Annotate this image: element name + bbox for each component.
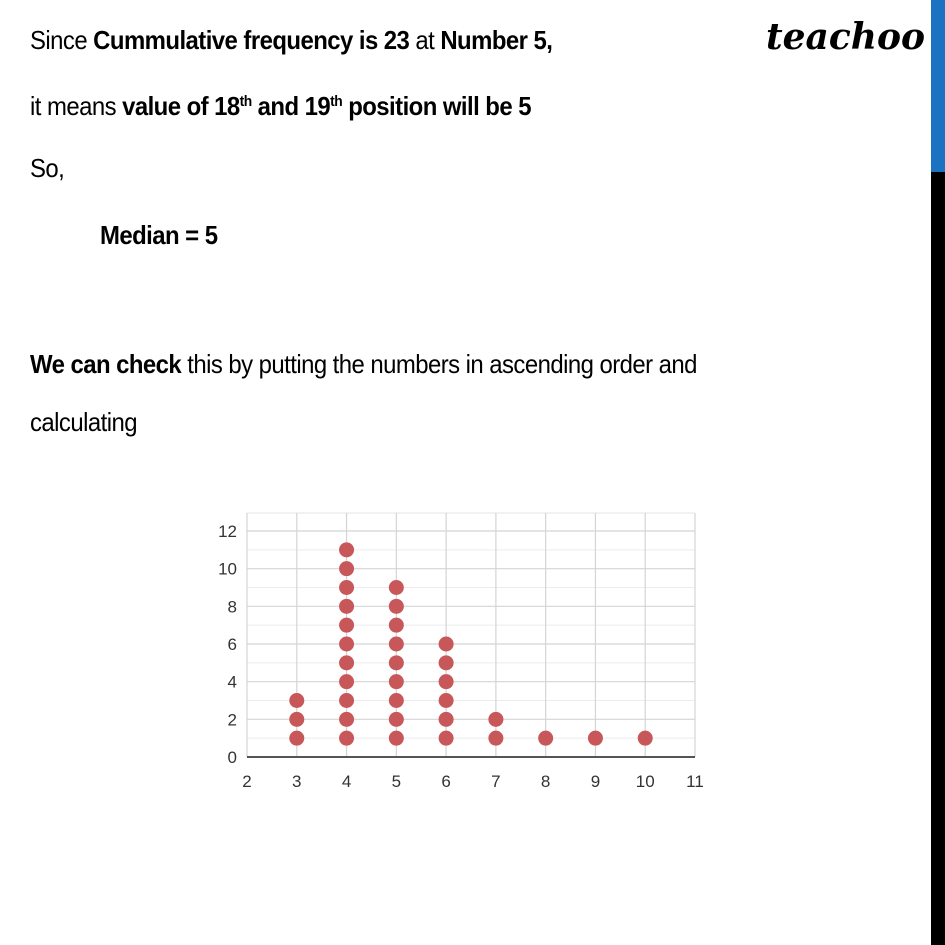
bold-text: Cummulative frequency is 23 xyxy=(93,25,410,55)
data-dot xyxy=(289,693,304,708)
x-tick-label: 3 xyxy=(292,772,302,791)
data-dot xyxy=(439,637,454,652)
median-result xyxy=(100,219,217,251)
data-dot xyxy=(289,731,304,746)
data-dot xyxy=(389,674,404,689)
data-dot xyxy=(439,655,454,670)
x-tick-label: 7 xyxy=(491,772,501,791)
data-dot xyxy=(488,731,503,746)
text-span: it means xyxy=(30,91,123,121)
bold-text: We can check xyxy=(30,349,182,379)
data-dot xyxy=(389,580,404,595)
y-tick-label: 8 xyxy=(227,597,237,617)
x-tick-label: 9 xyxy=(590,772,601,791)
x-tick-label: 5 xyxy=(391,772,402,791)
bold-text: Median = 5 xyxy=(100,220,218,250)
text-line-cumulative-frequency xyxy=(30,24,552,56)
x-tick-label: 8 xyxy=(540,772,551,791)
data-dot xyxy=(439,731,454,746)
y-tick-label: 6 xyxy=(227,635,237,654)
data-dot xyxy=(488,712,503,727)
y-tick-label: 12 xyxy=(218,522,237,541)
data-dot xyxy=(588,731,603,746)
bold-text: Number 5, xyxy=(440,25,553,55)
superscript: th xyxy=(239,93,252,110)
data-dot xyxy=(339,637,354,652)
data-dot xyxy=(389,712,404,727)
y-tick-label: 2 xyxy=(227,710,237,730)
x-tick-label: 11 xyxy=(686,772,704,791)
data-dot xyxy=(389,618,404,633)
data-dot xyxy=(439,712,454,727)
x-tick-label: 10 xyxy=(635,772,655,791)
data-dot xyxy=(389,731,404,746)
text-span: Since xyxy=(30,25,94,55)
bold-text: and 19 xyxy=(251,91,331,121)
scrollbar-thumb[interactable] xyxy=(931,0,945,172)
data-dot xyxy=(339,561,354,576)
data-dot xyxy=(289,712,304,727)
data-dot xyxy=(538,731,553,746)
text-line-calculating: calculating xyxy=(30,407,137,437)
data-dot xyxy=(339,693,354,708)
x-tick-label: 4 xyxy=(341,772,352,791)
data-dot xyxy=(389,599,404,614)
data-dot xyxy=(439,674,454,689)
data-dot xyxy=(439,693,454,708)
data-dot xyxy=(339,712,354,727)
data-dot xyxy=(339,674,354,689)
scrollbar[interactable] xyxy=(931,0,945,945)
data-dot xyxy=(339,580,354,595)
data-dot xyxy=(339,655,354,670)
data-dot xyxy=(339,731,354,746)
text-line-so: So, xyxy=(30,153,65,183)
data-dot xyxy=(339,542,354,557)
data-dot xyxy=(389,655,404,670)
x-tick-label: 6 xyxy=(441,772,451,791)
x-tick-label: 2 xyxy=(242,772,252,791)
teachoo-logo: teachoo xyxy=(766,16,925,58)
bold-text: position will be 5 xyxy=(342,91,531,121)
superscript: th xyxy=(330,93,343,110)
text-span: at xyxy=(409,25,441,55)
data-dot xyxy=(389,637,404,652)
bold-text: value of 18 xyxy=(122,91,240,121)
data-dot xyxy=(638,731,653,746)
data-dot xyxy=(389,693,404,708)
data-dot xyxy=(339,599,354,614)
data-dot xyxy=(339,618,354,633)
text-line-check xyxy=(30,348,697,380)
y-tick-label: 4 xyxy=(227,672,237,692)
y-tick-label: 0 xyxy=(227,748,237,767)
y-tick-label: 10 xyxy=(218,559,237,579)
text-span: this by putting the numbers in ascending order and xyxy=(181,349,697,379)
text-line-positions xyxy=(30,90,531,122)
